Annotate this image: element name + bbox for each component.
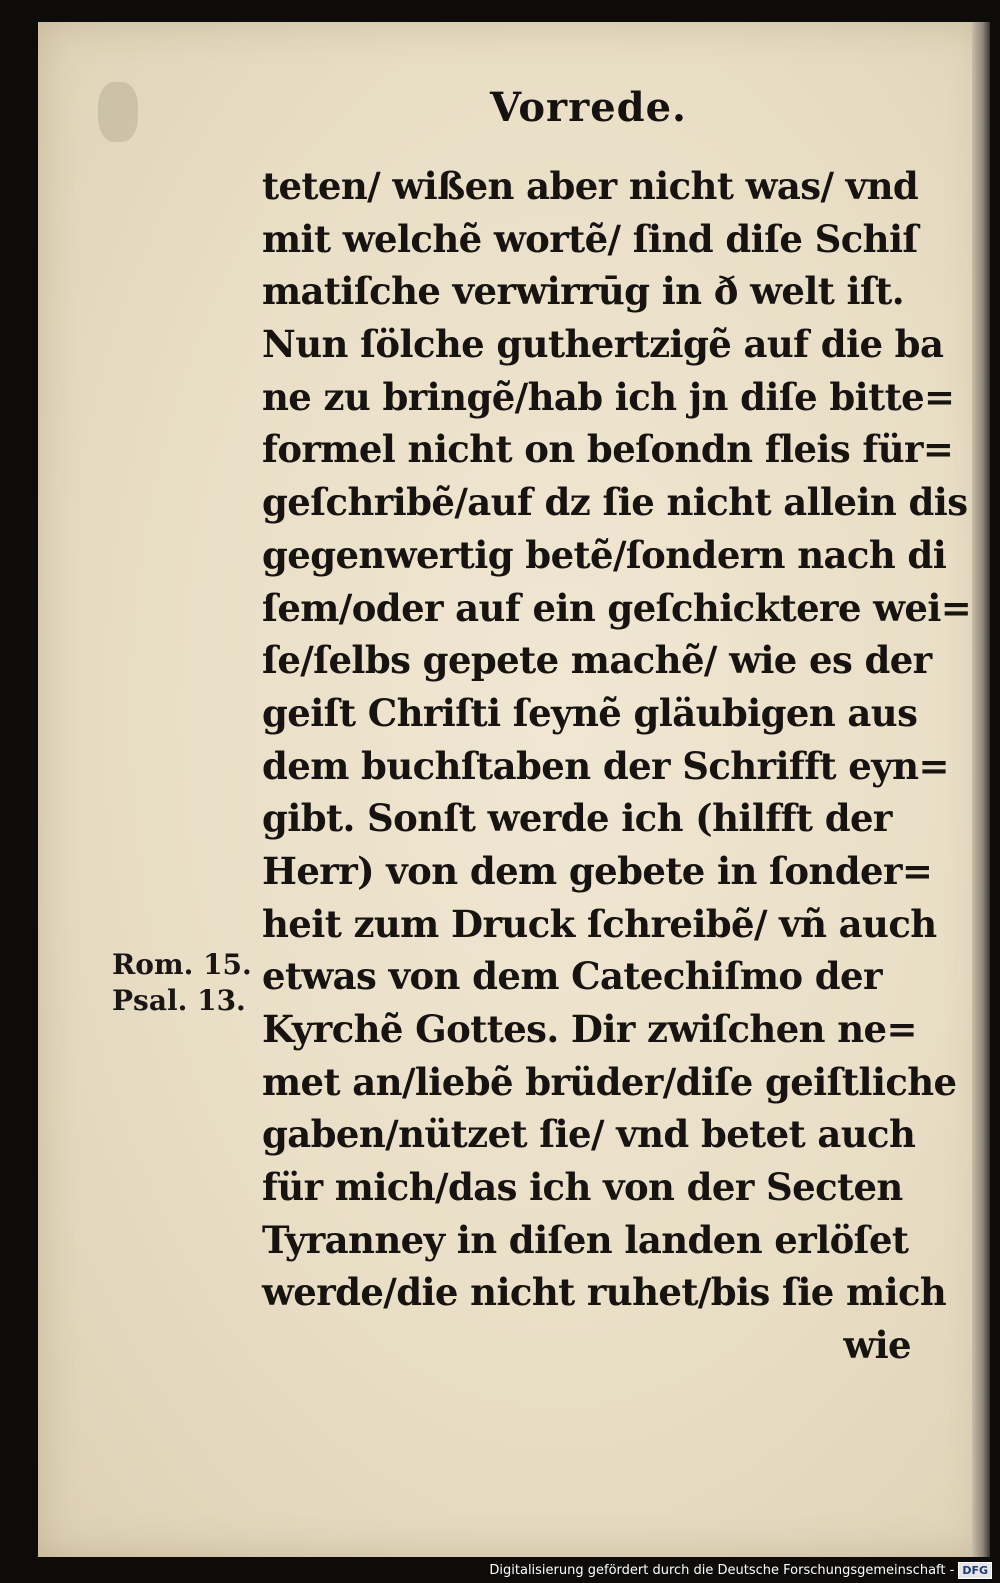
text-line: Kyrchẽ Gottes. Dir zwiſchen ne=	[262, 1007, 917, 1051]
text-line: teten/ wißen aber nicht was/ vnd	[262, 164, 919, 208]
text-line: gegenwertig betẽ/ſondern nach di	[262, 532, 947, 577]
text-line: ſe/ſelbs gepete machẽ/ wie es der	[262, 638, 932, 683]
text-line: mit welchẽ wortẽ/ ſind diſe Schiſ	[262, 216, 918, 261]
text-line: ne zu bringẽ/hab ich jn diſe bitte=	[262, 374, 955, 419]
dfg-logo-icon: DFG	[958, 1562, 992, 1579]
text-line: gaben/nützet ſie/ vnd betet auch	[262, 1112, 916, 1157]
text-line: matiſche verwirrūg in ð welt iſt.	[262, 269, 905, 314]
text-line: heit zum Druck ſchreibẽ/ vñ auch	[262, 901, 937, 946]
text-line: gibt. Sonſt werde ich (hilfft der	[262, 796, 892, 841]
running-header: Vorrede.	[490, 84, 687, 131]
text-line: geſchribẽ/auf dz ſie nicht allein dis	[262, 480, 968, 525]
text-line: formel nicht on beſondn fleis für=	[262, 427, 954, 472]
marginal-note: Psal. 13.	[112, 984, 246, 1017]
text-line: met an/liebẽ brüder/diſe geiſtliche	[262, 1059, 957, 1104]
text-line: dem buchſtaben der Schrifft eyn=	[262, 743, 949, 788]
page-edge	[972, 22, 990, 1557]
text-line: Tyranney in diſen landen erlöſet	[262, 1217, 909, 1262]
text-line: Herr) von dem gebete in ſonder=	[262, 848, 933, 893]
text-line: werde/die nicht ruhet/bis ſie mich	[262, 1270, 947, 1315]
text-line: für mich/das ich von der Secten	[262, 1165, 903, 1210]
body-text	[262, 160, 972, 1372]
catchword: wie	[843, 1323, 911, 1368]
text-line: ſem/oder auf ein geſchicktere wei=	[262, 585, 972, 630]
digitization-footer	[489, 1559, 992, 1581]
text-line: etwas von dem Catechiſmo der	[262, 954, 882, 999]
marginal-note: Rom. 15.	[112, 948, 252, 981]
footer-text: Digitalisierung gefördert durch die Deutsche Forschungsgemeinschaft -	[489, 1562, 955, 1578]
text-line: geiſt Chriſti ſeynẽ gläubigen aus	[262, 690, 918, 735]
text-line: Nun ſölche guthertzigẽ auf die ba	[262, 322, 944, 367]
page-stain	[98, 82, 138, 142]
